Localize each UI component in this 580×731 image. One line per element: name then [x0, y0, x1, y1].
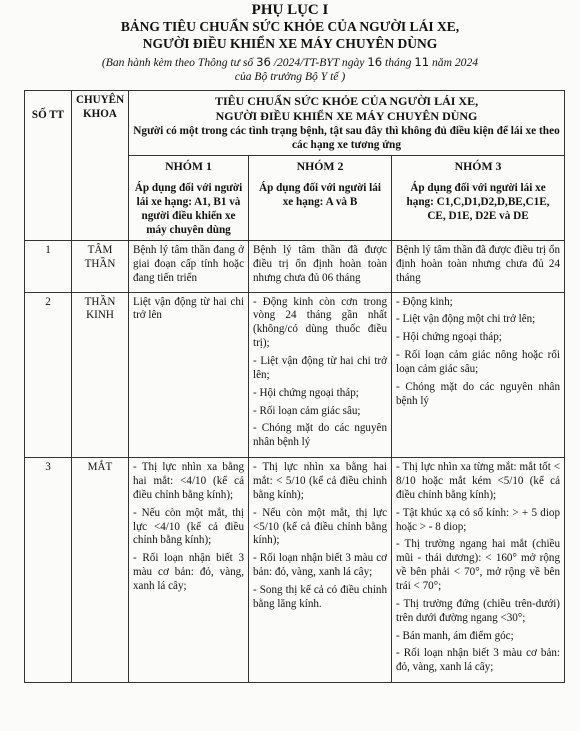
- group2-header: [249, 156, 392, 240]
- issuance-part2: /2024/TT-BYT ngày: [270, 56, 368, 69]
- row1-group2-text: Bệnh lý tâm thần đã được điều trị ổn định hoàn toàn nhưng chưa đủ 06 tháng: [253, 243, 387, 284]
- appendix-title: PHỤ LỤC I: [251, 2, 329, 18]
- row2-specialty: THẦN KINH: [72, 292, 129, 458]
- group3-header: [392, 156, 565, 240]
- list-item: - Rối loạn cảm giác nông hoặc rối loạn cảm giác sâu;: [396, 349, 561, 375]
- document-title-line1: BẢNG TIÊU CHUẨN SỨC KHỎE CỦA NGƯỜI LÁI XE,: [120, 19, 460, 34]
- list-item: - Thị lực nhìn xa từng mắt: mắt tốt < 8/10 hoặc mắt kém <5/10 (kể cả điều chỉnh bằng kính);: [396, 461, 561, 501]
- issuance-part3: tháng: [382, 56, 415, 69]
- main-criteria-header: [129, 91, 565, 156]
- group1-header: [129, 156, 249, 240]
- list-item: - Rối loạn cảm giác sâu;: [253, 404, 361, 417]
- issuance-day: 16: [367, 55, 383, 69]
- list-item: - Nếu còn một mắt, thị lực <4/10 (kể cả điều chỉnh bằng kính);: [133, 506, 244, 547]
- list-item: - Bán manh, ám điểm góc;: [396, 629, 514, 642]
- col-khoa-header: CHUYÊN KHOA: [72, 91, 129, 241]
- row1-group3: [392, 240, 565, 292]
- issuance-month: 11: [414, 55, 430, 69]
- row3-group3: [392, 458, 565, 683]
- list-item: - Thị lực nhìn xa bằng hai mắt: <4/10 (kể cả điều chỉnh bằng kính);: [133, 461, 244, 501]
- list-item: - Tật khúc xạ có số kính: > + 5 diop hoặc > - 8 diop;: [396, 506, 561, 533]
- list-item: - Thị lực nhìn xa bằng hai mắt: < 5/10 (kể cả điều chỉnh bằng kính);: [253, 461, 387, 501]
- list-item: - Chóng mặt do các nguyên nhân bệnh lý: [396, 380, 561, 407]
- list-item: - Hội chứng ngoại tháp;: [253, 386, 359, 399]
- issuance-note-line2: của Bộ trưởng Bộ Y tế ): [234, 70, 346, 83]
- group3-apply: Áp dụng đối với người lái xe hạng: C1,C,D1,D2,D,BE,C1E, CE, D1E, D2E và DE: [406, 181, 550, 222]
- group3-name: NHÓM 3: [454, 159, 502, 174]
- group1-name: NHÓM 1: [165, 159, 212, 174]
- table-row: [25, 240, 565, 292]
- row2-group1-text: Liệt vận động từ hai chi trở lên: [133, 295, 244, 322]
- row1-specialty: TÂM THẦN: [72, 240, 129, 292]
- list-item: - Rối loạn nhận biết 3 màu cơ bản: đỏ, vàng, xanh lá cây;: [133, 552, 244, 592]
- main-subtitle: Người có một trong các tình trạng bệnh, tật sau đây thì không đủ điều kiện để lái xe theo các hạng xe tương ứng: [133, 125, 560, 152]
- main-title-line2: NGƯỜI ĐIỀU KHIỂN XE MÁY CHUYÊN DÙNG: [215, 109, 478, 123]
- list-item: - Rối loạn nhận biết 3 màu cơ bản: đỏ, vàng, xanh lá cây;: [396, 647, 561, 674]
- list-item: - Động kinh;: [396, 295, 453, 308]
- table-row: [25, 458, 565, 683]
- col-stt-header: SỐ TT: [25, 91, 72, 241]
- table-header-row: [25, 91, 565, 156]
- row2-group2: [249, 292, 392, 458]
- row3-specialty: MẮT: [72, 458, 129, 683]
- list-item: - Động kinh còn cơn trong vòng 24 tháng gần nhất (không/có dùng thuốc điều trị);: [253, 295, 387, 350]
- list-item: - Song thị kể cả có điều chỉnh bằng lăng kính.: [253, 584, 387, 610]
- list-item: - Liệt vận động từ hai chi trở lên;: [253, 354, 387, 381]
- list-item: - Nếu còn một mắt, thị lực <5/10 (kể cả điều chỉnh bằng kính);: [253, 506, 387, 547]
- issuance-part1: (Ban hành kèm theo Thông tư số: [101, 56, 257, 69]
- group2-apply: Áp dụng đối với người lái xe hạng: A và B: [258, 181, 381, 208]
- row2-group3: [392, 292, 565, 458]
- group1-apply: Áp dụng đối với người lái xe hạng: A1, B1 và người điều khiển xe máy chuyên dùng: [134, 181, 243, 236]
- row3-number: 3: [25, 458, 72, 683]
- list-item: - Liệt vận động một chi trở lên;: [396, 313, 536, 326]
- table-row: [25, 292, 565, 458]
- row3-group2: [249, 458, 392, 683]
- list-item: - Thị trường đứng (chiều trên-dưới) trên dưới đường ngang <30°;: [396, 597, 561, 624]
- list-item: - Hội chứng ngoại tháp;: [396, 331, 502, 344]
- issuance-note: [0, 55, 580, 69]
- main-title-line1: TIÊU CHUẨN SỨC KHỎE CỦA NGƯỜI LÁI XE,: [214, 94, 479, 108]
- row3-group1: [129, 458, 249, 683]
- document-title-line2: NGƯỜI ĐIỀU KHIỂN XE MÁY CHUYÊN DÙNG: [142, 36, 438, 51]
- list-item: - Rối loạn nhận biết 3 màu cơ bản: đỏ, vàng, xanh lá cây;: [253, 552, 387, 579]
- health-standards-table: [24, 90, 565, 683]
- row1-group2: [249, 240, 392, 292]
- row1-number: 1: [25, 240, 72, 292]
- list-item: - Chóng mặt do các nguyên nhân bệnh lý: [253, 422, 387, 449]
- circular-number: 36: [256, 55, 271, 69]
- group2-name: NHÓM 2: [296, 159, 344, 174]
- row2-number: 2: [25, 292, 72, 458]
- issuance-part4: năm 2024: [429, 56, 479, 69]
- list-item: - Thị trường ngang hai mắt (chiều mũi - thái dương): < 160° mở rộng về bên phải < 70°, mở rộng về bên trái < 70°;: [396, 538, 561, 592]
- row1-group1: [129, 240, 249, 292]
- row1-group3-text: Bệnh lý tâm thần đã được điều trị ổn định hoàn toàn nhưng chưa đủ 24 tháng: [396, 243, 561, 284]
- row1-group1-text: Bệnh lý tâm thần đang ở giai đoạn cấp tính hoặc đang tiến triển: [133, 243, 244, 284]
- row2-group1: [129, 292, 249, 458]
